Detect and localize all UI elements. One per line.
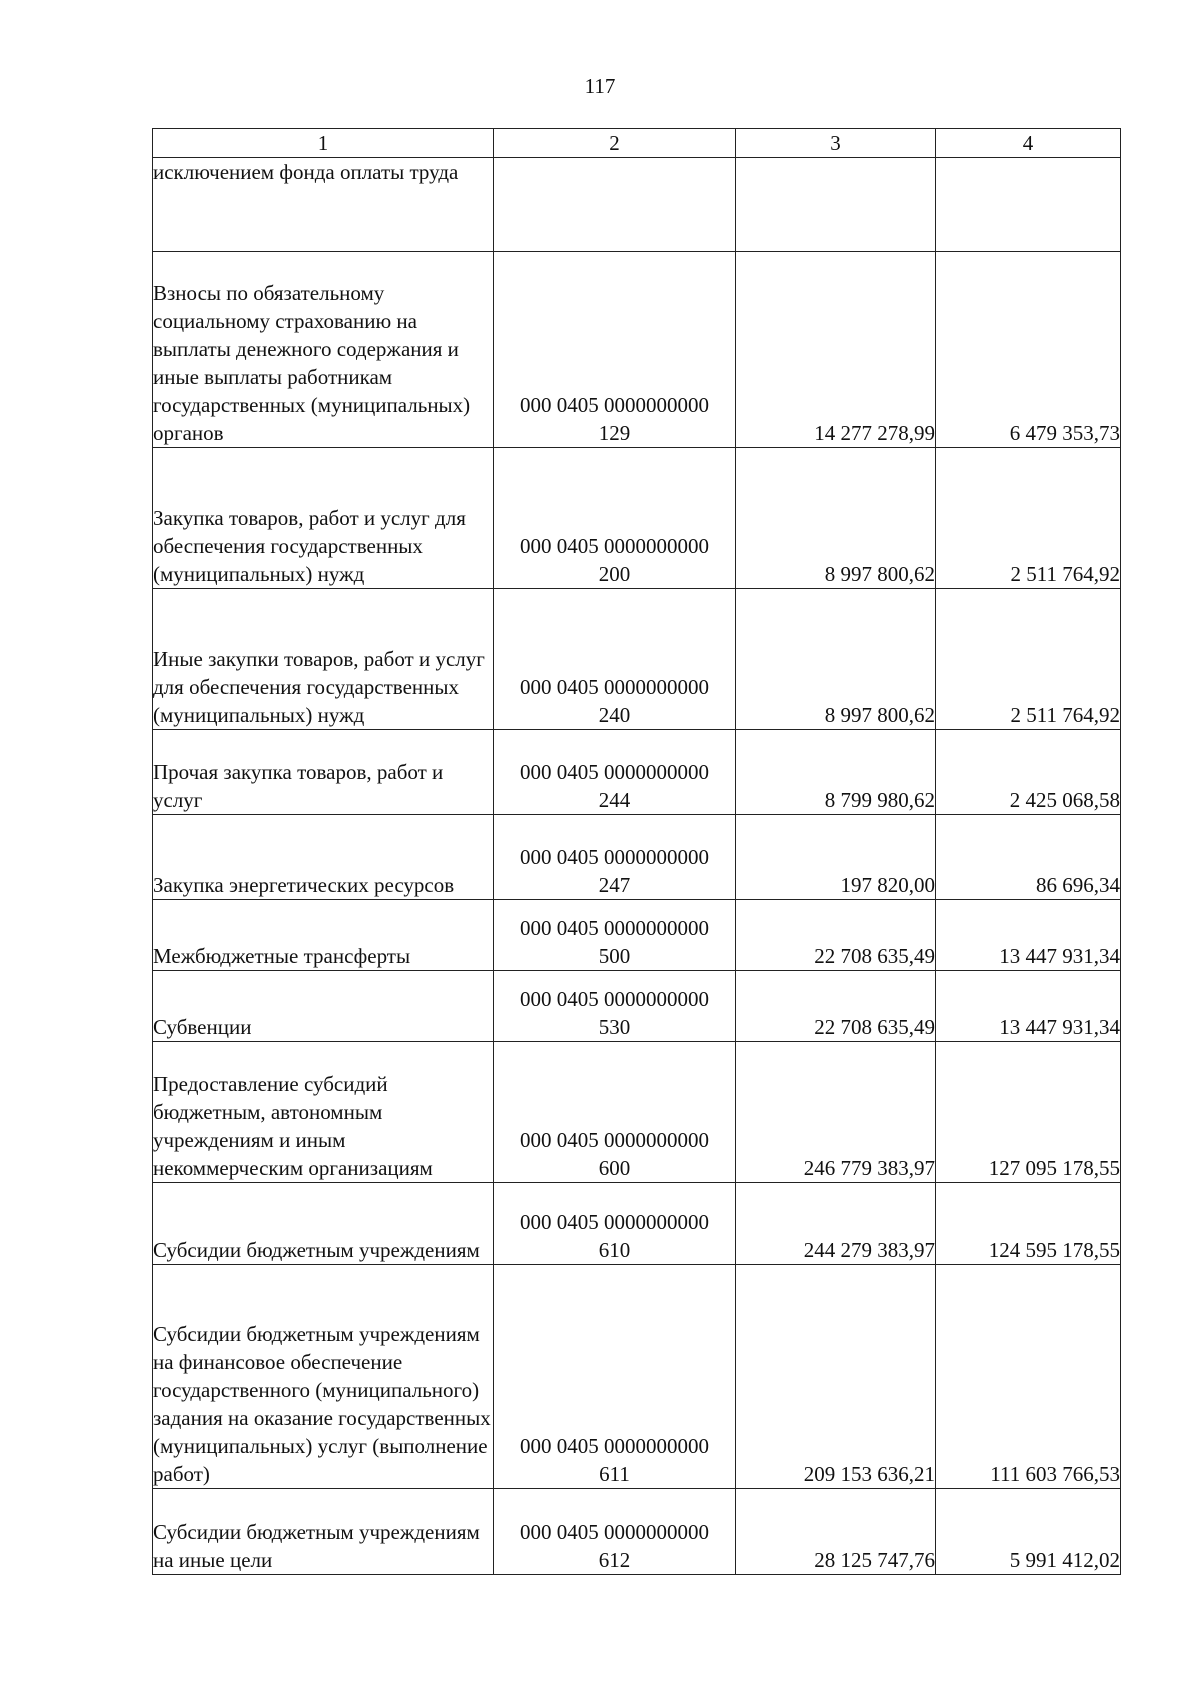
- row-code-cell: [494, 971, 736, 1042]
- row-code-cell: [494, 1042, 736, 1183]
- table-row: [153, 1042, 1121, 1183]
- row-code-line-2: 612: [598, 1548, 631, 1572]
- row-value-col4: 2 511 764,92: [936, 448, 1121, 589]
- table-row: [153, 589, 1121, 730]
- column-header-4: 4: [936, 129, 1121, 158]
- row-code-line-1: 000 0405 0000000000: [520, 760, 709, 784]
- row-name-cell: Взносы по обязательному социальному страхованию на выплаты денежного содержания и иные выплаты работникам государственных (муниципальных) органов: [153, 252, 494, 448]
- row-value-col3: 8 997 800,62: [736, 448, 936, 589]
- row-code-line-1: 000 0405 0000000000: [520, 393, 709, 417]
- table-row: [153, 971, 1121, 1042]
- row-code-line-1: 000 0405 0000000000: [520, 1520, 709, 1544]
- row-value-col3: 14 277 278,99: [736, 252, 936, 448]
- row-code-cell: [494, 589, 736, 730]
- row-code-line-1: 000 0405 0000000000: [520, 845, 709, 869]
- row-code-line-1: 000 0405 0000000000: [520, 1434, 709, 1458]
- table-row: [153, 730, 1121, 815]
- row-code-line-2: 200: [598, 562, 631, 586]
- row-value-col4: 13 447 931,34: [936, 900, 1121, 971]
- page-number: 117: [584, 74, 616, 98]
- row-code-line-2: 600: [598, 1156, 631, 1180]
- row-value-col4: 111 603 766,53: [936, 1265, 1121, 1489]
- row-code-line-2: 129: [598, 421, 631, 445]
- row-code-line-1: 000 0405 0000000000: [520, 987, 709, 1011]
- row-code-cell: [494, 1265, 736, 1489]
- row-value-col4: 13 447 931,34: [936, 971, 1121, 1042]
- row-value-col4: [936, 158, 1121, 252]
- row-code-line-1: 000 0405 0000000000: [520, 675, 709, 699]
- table-header-row: [153, 129, 1121, 158]
- row-code-cell: [494, 1489, 736, 1575]
- row-value-col4: 127 095 178,55: [936, 1042, 1121, 1183]
- row-value-col3: 8 997 800,62: [736, 589, 936, 730]
- row-value-col4: 2 425 068,58: [936, 730, 1121, 815]
- row-code-line-2: 530: [598, 1015, 631, 1039]
- row-value-col4: 5 991 412,02: [936, 1489, 1121, 1575]
- row-value-col3: 246 779 383,97: [736, 1042, 936, 1183]
- row-code-line-2: 240: [598, 703, 631, 727]
- row-name-cell: исключением фонда оплаты труда: [153, 158, 494, 252]
- row-code-cell: [494, 900, 736, 971]
- row-value-col3: 8 799 980,62: [736, 730, 936, 815]
- row-value-col3: 22 708 635,49: [736, 971, 936, 1042]
- row-name-cell: Прочая закупка товаров, работ и услуг: [153, 730, 494, 815]
- row-code-cell: [494, 448, 736, 589]
- row-code-cell: [494, 1183, 736, 1265]
- row-code-cell: [494, 252, 736, 448]
- table-row: [153, 1489, 1121, 1575]
- row-code-line-1: 000 0405 0000000000: [520, 916, 709, 940]
- row-code-cell: [494, 158, 736, 252]
- row-name-cell: Иные закупки товаров, работ и услуг для обеспечения государственных (муниципальных) нужд: [153, 589, 494, 730]
- table-body: [153, 158, 1121, 1575]
- column-header-2: 2: [494, 129, 736, 158]
- row-code-line-2: 611: [599, 1462, 630, 1486]
- row-code-cell: [494, 815, 736, 900]
- row-name-cell: Закупка энергетических ресурсов: [153, 815, 494, 900]
- table-row: [153, 815, 1121, 900]
- row-value-col4: 124 595 178,55: [936, 1183, 1121, 1265]
- row-code-line-2: 247: [598, 873, 631, 897]
- table-row: [153, 158, 1121, 252]
- row-code-line-2: 244: [598, 788, 631, 812]
- table-row: [153, 1183, 1121, 1265]
- table-row: [153, 252, 1121, 448]
- row-code-cell: [494, 730, 736, 815]
- column-header-3: 3: [736, 129, 936, 158]
- row-value-col3: 244 279 383,97: [736, 1183, 936, 1265]
- row-code-line-2: 500: [598, 944, 631, 968]
- row-value-col4: 2 511 764,92: [936, 589, 1121, 730]
- row-value-col3: [736, 158, 936, 252]
- row-value-col3: 197 820,00: [736, 815, 936, 900]
- row-name-cell: Субсидии бюджетным учреждениям: [153, 1183, 494, 1265]
- row-name-cell: Субсидии бюджетным учреждениям на финансовое обеспечение государственного (муниципального) задания на оказание государственных (муниципальных) услуг (выполнение работ): [153, 1265, 494, 1489]
- row-name-cell: Закупка товаров, работ и услуг для обеспечения государственных (муниципальных) нужд: [153, 448, 494, 589]
- row-value-col4: 6 479 353,73: [936, 252, 1121, 448]
- row-code-line-1: 000 0405 0000000000: [520, 1128, 709, 1152]
- row-value-col4: 86 696,34: [936, 815, 1121, 900]
- row-name-cell: Субвенции: [153, 971, 494, 1042]
- row-value-col3: 28 125 747,76: [736, 1489, 936, 1575]
- column-header-1: 1: [153, 129, 494, 158]
- row-name-cell: Предоставление субсидий бюджетным, автономным учреждениям и иным некоммерческим организациям: [153, 1042, 494, 1183]
- table-row: [153, 448, 1121, 589]
- row-value-col3: 209 153 636,21: [736, 1265, 936, 1489]
- budget-table: [152, 128, 1121, 1575]
- row-value-col3: 22 708 635,49: [736, 900, 936, 971]
- table-row: [153, 900, 1121, 971]
- row-code-line-1: 000 0405 0000000000: [520, 534, 709, 558]
- row-code-line-1: 000 0405 0000000000: [520, 1210, 709, 1234]
- row-code-line-2: 610: [598, 1238, 631, 1262]
- table-row: [153, 1265, 1121, 1489]
- row-name-cell: Межбюджетные трансферты: [153, 900, 494, 971]
- row-name-cell: Субсидии бюджетным учреждениям на иные цели: [153, 1489, 494, 1575]
